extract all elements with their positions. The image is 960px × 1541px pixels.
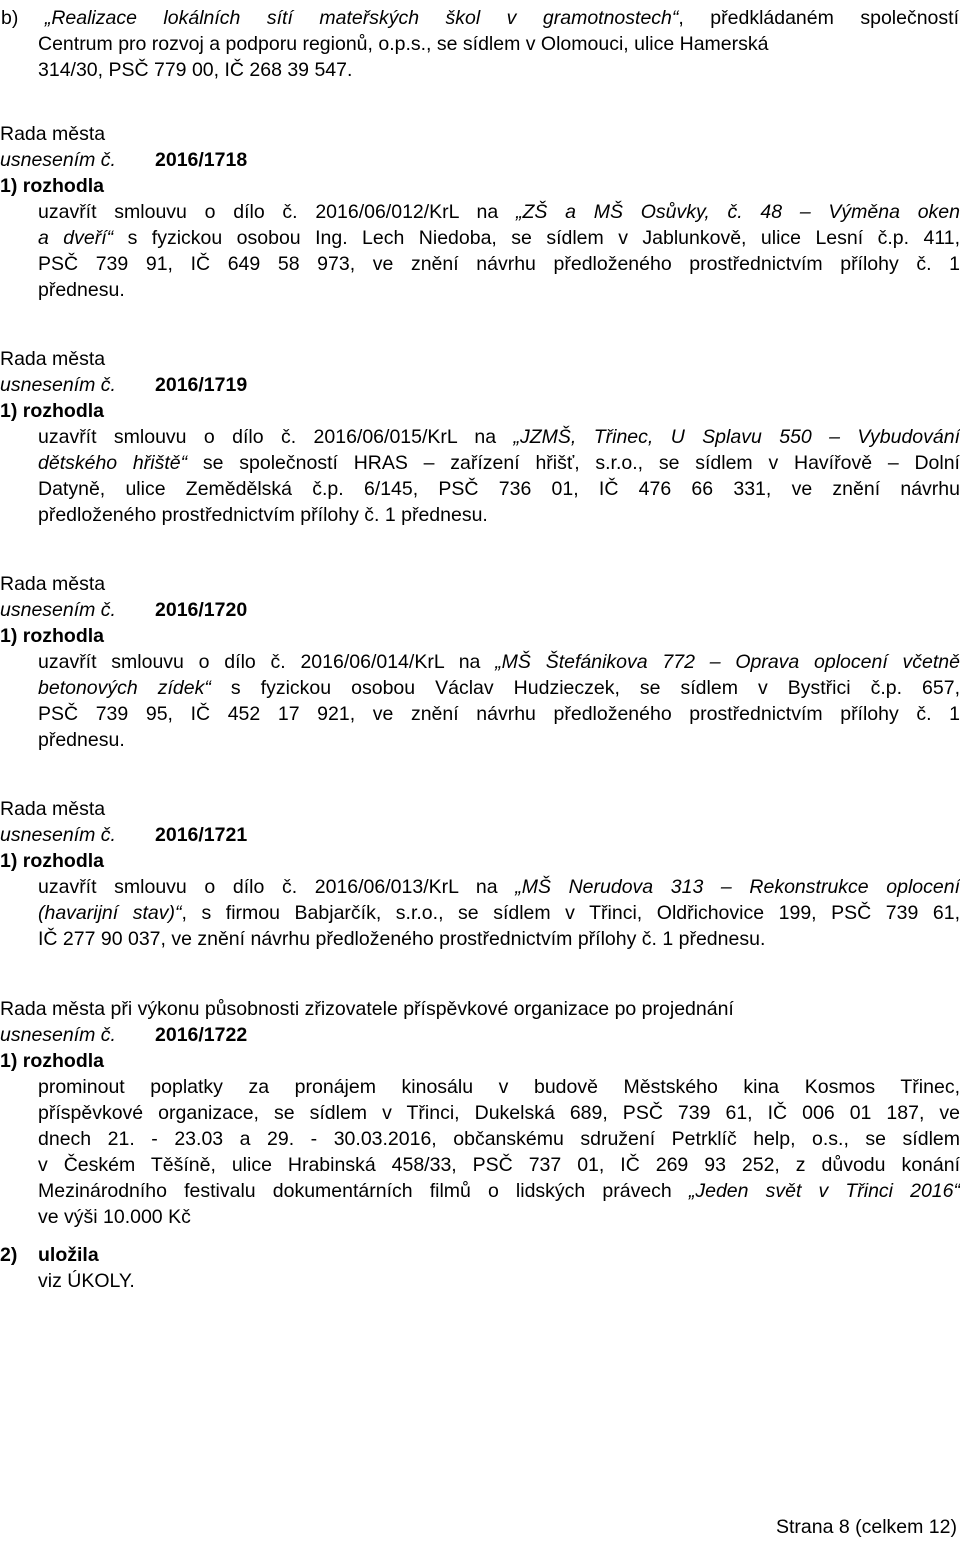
resolution-text-line: přednesu. <box>38 279 125 301</box>
resolution-number: 2016/1721 <box>155 824 248 846</box>
resolution-text-line: PSČ 739 95, IČ 452 17 921, ve znění návrhu předloženého prostřednictvím přílohy č. 1 <box>38 703 960 725</box>
resolution-text-line: ve výši 10.000 Kč <box>38 1206 191 1228</box>
resolution-text-line: uzavřít smlouvu o dílo č. 2016/06/013/KrL na „MŠ Nerudova 313 – Rekonstrukce oplocení <box>38 876 960 898</box>
resolution-number: 2016/1719 <box>155 374 248 396</box>
resolution-number: 2016/1720 <box>155 599 248 621</box>
decision-number: 2) <box>0 1244 18 1266</box>
resolution-text-line: uzavřít smlouvu o dílo č. 2016/06/014/KrL na „MŠ Štefánikova 772 – Oprava oplocení včetně <box>38 651 960 673</box>
resolution-text-line: uzavřít smlouvu o dílo č. 2016/06/012/KrL na „ZŠ a MŠ Osůvky, č. 48 – Výměna oken <box>38 201 960 223</box>
decision-label: 1) rozhodla <box>0 625 105 647</box>
resolution-text-line: a dveří“ s fyzickou osobou Ing. Lech Niedoba, se sídlem v Jablunkově, ulice Lesní č.p. 411, <box>38 227 960 249</box>
decision-label: 1) rozhodla <box>0 175 105 197</box>
resolution-number: 2016/1722 <box>155 1024 248 1046</box>
intro-suffix: , předkládaném společností <box>678 7 959 29</box>
rada-label: Rada města <box>0 798 106 820</box>
intro-line-1 <box>0 5 959 31</box>
resolution-text-line: dětského hřiště“ se společností HRAS – zařízení hřišť, s.r.o., se sídlem v Havířově – Dolní <box>38 452 960 474</box>
rada-label: Rada města <box>0 123 106 145</box>
resolution-text-line: předloženého prostřednictvím přílohy č. 1 přednesu. <box>38 504 488 526</box>
intro-prefix: b) <box>1 7 45 29</box>
rada-label: Rada města při výkonu působnosti zřizovatele příspěvkové organizace po projednání <box>0 998 734 1020</box>
resolution-text-line: PSČ 739 91, IČ 649 58 973, ve znění návrhu předloženého prostřednictvím přílohy č. 1 <box>38 253 960 275</box>
resolution-text-line: uzavřít smlouvu o dílo č. 2016/06/015/KrL na „JZMŠ, Třinec, U Splavu 550 – Vybudování <box>38 426 960 448</box>
resolution-number: 2016/1718 <box>155 149 248 171</box>
resolution-text-line: betonových zídek“ s fyzickou osobou Václav Hudzieczek, se sídlem v Bystřici č.p. 657, <box>38 677 960 699</box>
usneseni-label: usnesením č. <box>0 149 116 171</box>
resolution-text-line: prominout poplatky za pronájem kinosálu v budově Městského kina Kosmos Třinec, <box>38 1076 960 1098</box>
resolution-text-line: příspěvkové organizace, se sídlem v Třinci, Dukelská 689, PSČ 739 61, IČ 006 01 187, ve <box>38 1102 960 1124</box>
resolution-text-line: přednesu. <box>38 729 125 751</box>
resolution-text-line: v Českém Těšíně, ulice Hrabinská 458/33, PSČ 737 01, IČ 269 93 252, z důvodu konání <box>38 1154 960 1176</box>
page-footer: Strana 8 (celkem 12) <box>776 1516 957 1538</box>
usneseni-label: usnesením č. <box>0 1024 116 1046</box>
resolution-1722 <box>0 996 960 1294</box>
decision-label: 1) rozhodla <box>0 1050 105 1072</box>
decision-label: 1) rozhodla <box>0 850 105 872</box>
decision-label-2 <box>0 1242 960 1268</box>
resolution-1720 <box>0 571 960 753</box>
resolution-text-line: IČ 277 90 037, ve znění návrhu předloženého prostřednictvím přílohy č. 1 přednesu. <box>38 928 766 950</box>
resolution-text-line: Mezinárodního festivalu dokumentárních filmů o lidských právech „Jeden svět v Třinci 2016“ <box>38 1180 960 1202</box>
resolution-text-line: dnech 21. - 23.03 a 29. - 30.03.2016, občanskému sdružení Petrklíč help, o.s., se sídlem <box>38 1128 960 1150</box>
intro-line-2: Centrum pro rozvoj a podporu regionů, o.p.s., se sídlem v Olomouci, ulice Hamerská <box>38 33 769 55</box>
intro-paragraph <box>0 5 960 83</box>
usneseni-label: usnesením č. <box>0 599 116 621</box>
rada-label: Rada města <box>0 573 106 595</box>
intro-line-3: 314/30, PSČ 779 00, IČ 268 39 547. <box>38 59 353 81</box>
resolution-1718 <box>0 121 960 303</box>
rada-label: Rada města <box>0 348 106 370</box>
resolution-text-line: (havarijní stav)“, s firmou Babjarčík, s.r.o., se sídlem v Třinci, Oldřichovice 199, PSČ 739 61, <box>38 902 960 924</box>
decision-label: 1) rozhodla <box>0 400 105 422</box>
resolution-1719 <box>0 346 960 528</box>
resolution-text-line: Datyně, ulice Zemědělská č.p. 6/145, PSČ 736 01, IČ 476 66 331, ve znění návrhu <box>38 478 960 500</box>
decision-text: viz ÚKOLY. <box>38 1270 135 1292</box>
resolution-1721 <box>0 796 960 952</box>
usneseni-label: usnesením č. <box>0 824 116 846</box>
decision-word: uložila <box>38 1244 99 1266</box>
usneseni-label: usnesením č. <box>0 374 116 396</box>
project-title: „Realizace lokálních sítí mateřských škol v gramotnostech“ <box>44 7 679 29</box>
